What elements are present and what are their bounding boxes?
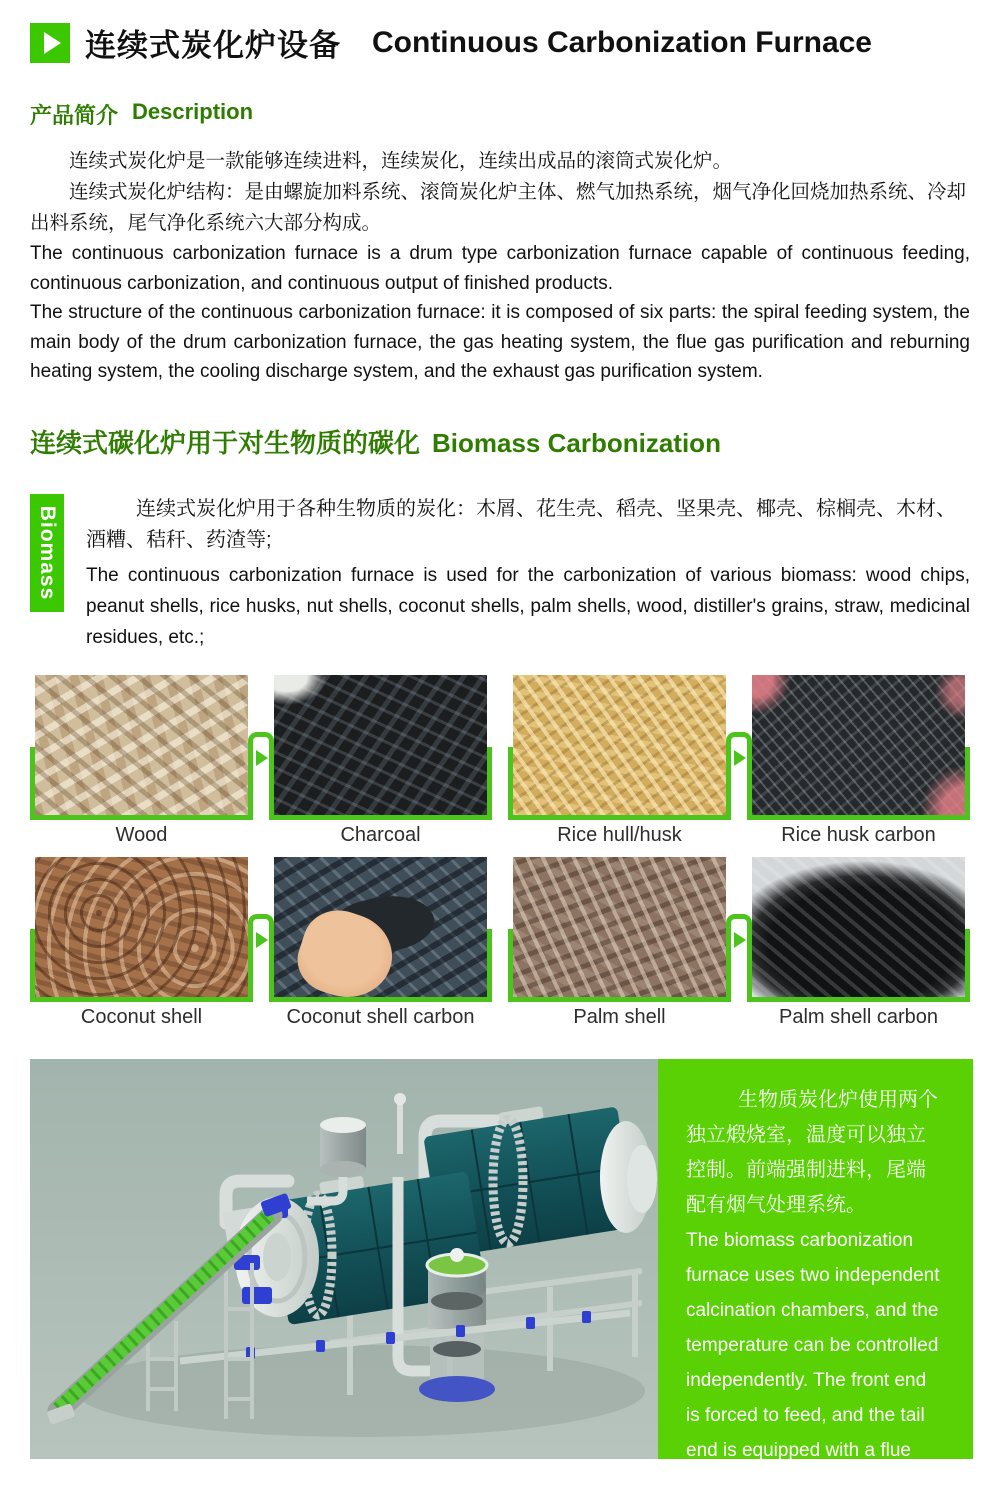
- description-heading: [30, 99, 970, 130]
- gallery-pair-wood: [35, 675, 487, 847]
- biomass-text: [86, 494, 970, 653]
- arrow-right-icon: [256, 750, 268, 766]
- page-header: [30, 20, 970, 65]
- gallery-cell: [35, 675, 248, 815]
- play-triangle-glyph: [44, 32, 61, 54]
- arrow-right-icon: [734, 750, 746, 766]
- gallery-cell: [513, 675, 726, 815]
- description-en-paragraph-2: The structure of the continuous carbonization furnace: it is composed of six parts: the spiral feeding system, the main body of the drum carbonization furnace, the gas heating system, the flue gas purification and reburning heating system, the cooling discharge system, and the exhaust gas purification system.: [30, 302, 970, 382]
- charcoal-photo: [274, 675, 487, 815]
- biomass-heading-zh: 连续式碳化炉用于对生物质的碳化: [30, 427, 421, 458]
- description-zh-paragraph-2: 连续式炭化炉结构：是由螺旋加料系统、滚筒炭化炉主体、燃气加热系统，烟气净化回烧加热系统、冷却出料系统，尾气净化系统六大部分构成。: [30, 181, 967, 234]
- description-zh-paragraph-1: 连续式炭化炉是一款能够连续进料，连续炭化，连续出成品的滚筒式炭化炉。: [69, 150, 733, 172]
- arrow-connector: [248, 914, 274, 1002]
- gallery-cell: [35, 857, 248, 997]
- gallery-pair-palm: [513, 857, 965, 1029]
- biomass-block: [30, 494, 970, 653]
- description-heading-zh: 产品简介: [30, 103, 119, 128]
- gallery-cell: [513, 857, 726, 997]
- furnace-section: [30, 1059, 970, 1496]
- description-heading-en: Description: [132, 99, 254, 124]
- biomass-side-tab: [30, 494, 64, 612]
- gallery-caption: Palm shell carbon: [779, 1005, 938, 1028]
- arrow-connector: [726, 914, 752, 1002]
- gallery-pair-coconut: [35, 857, 487, 1029]
- rice-husk-photo: [513, 675, 726, 815]
- gallery-cell: [752, 675, 965, 815]
- play-triangle-icon: [30, 23, 70, 63]
- gallery-row-1: [35, 675, 970, 847]
- gallery-caption: Coconut shell carbon: [286, 1005, 475, 1028]
- palm-shell-carbon-photo: [752, 857, 965, 997]
- arrow-right-icon: [256, 932, 268, 948]
- arrow-connector: [248, 732, 274, 820]
- biomass-gallery: [35, 675, 970, 1029]
- description-en-paragraph-1: The continuous carbonization furnace is a drum type carbonization furnace capable of continuous feeding, continuous carbonization, and continuous output of finished products.: [30, 243, 970, 294]
- gallery-caption: Wood: [115, 823, 168, 846]
- arrow-connector: [726, 732, 752, 820]
- biomass-heading: [30, 423, 970, 460]
- gallery-cell: [274, 675, 487, 815]
- furnace-illustration: [30, 1059, 658, 1459]
- product-page: [0, 20, 1000, 1496]
- furnace-en-text: The biomass carbonization furnace uses two independent calcination chambers, and the temperature can be controlled independently. The front end is forced to feed, and the tail end is equipped with a flue gas treatment system.: [686, 1229, 940, 1496]
- furnace-text-panel: [658, 1059, 973, 1496]
- wood-chips-photo: [35, 675, 248, 815]
- gallery-pair-rice: [513, 675, 965, 847]
- palm-shell-photo: [513, 857, 726, 997]
- gallery-cell: [274, 857, 487, 997]
- gallery-caption: Charcoal: [340, 823, 421, 846]
- furnace-3d-render: [30, 1059, 658, 1459]
- gallery-caption: Palm shell: [573, 1005, 666, 1028]
- biomass-zh-text: 连续式炭化炉用于各种生物质的炭化：木屑、花生壳、稻壳、坚果壳、椰壳、棕榈壳、木材、酒糟、秸秆、药渣等;: [86, 497, 956, 551]
- gallery-caption: Rice hull/husk: [557, 823, 682, 846]
- gallery-row-2: [35, 857, 970, 1029]
- biomass-heading-en: Biomass Carbonization: [432, 427, 721, 458]
- biomass-en-text: The continuous carbonization furnace is used for the carbonization of various biomass: wood chips, peanut shells, rice husks, nut shells, coconut shells, palm shells, wood, distiller's grains, straw, medicinal residues, etc.;: [86, 564, 970, 648]
- arrow-right-icon: [734, 932, 746, 948]
- rice-husk-carbon-photo: [752, 675, 965, 815]
- coconut-shell-photo: [35, 857, 248, 997]
- gallery-caption: Rice husk carbon: [781, 823, 936, 846]
- page-title-zh: 连续式炭化炉设备: [85, 28, 341, 63]
- page-title-en: Continuous Carbonization Furnace: [372, 25, 872, 59]
- furnace-zh-text: 生物质炭化炉使用两个独立煅烧室，温度可以独立控制。前端强制进料，尾端配有烟气处理系统。: [686, 1088, 938, 1216]
- gallery-caption: Coconut shell: [80, 1005, 203, 1028]
- gallery-cell: [752, 857, 965, 997]
- coconut-shell-carbon-photo: [274, 857, 487, 997]
- biomass-side-tab-label: Biomass: [36, 505, 59, 600]
